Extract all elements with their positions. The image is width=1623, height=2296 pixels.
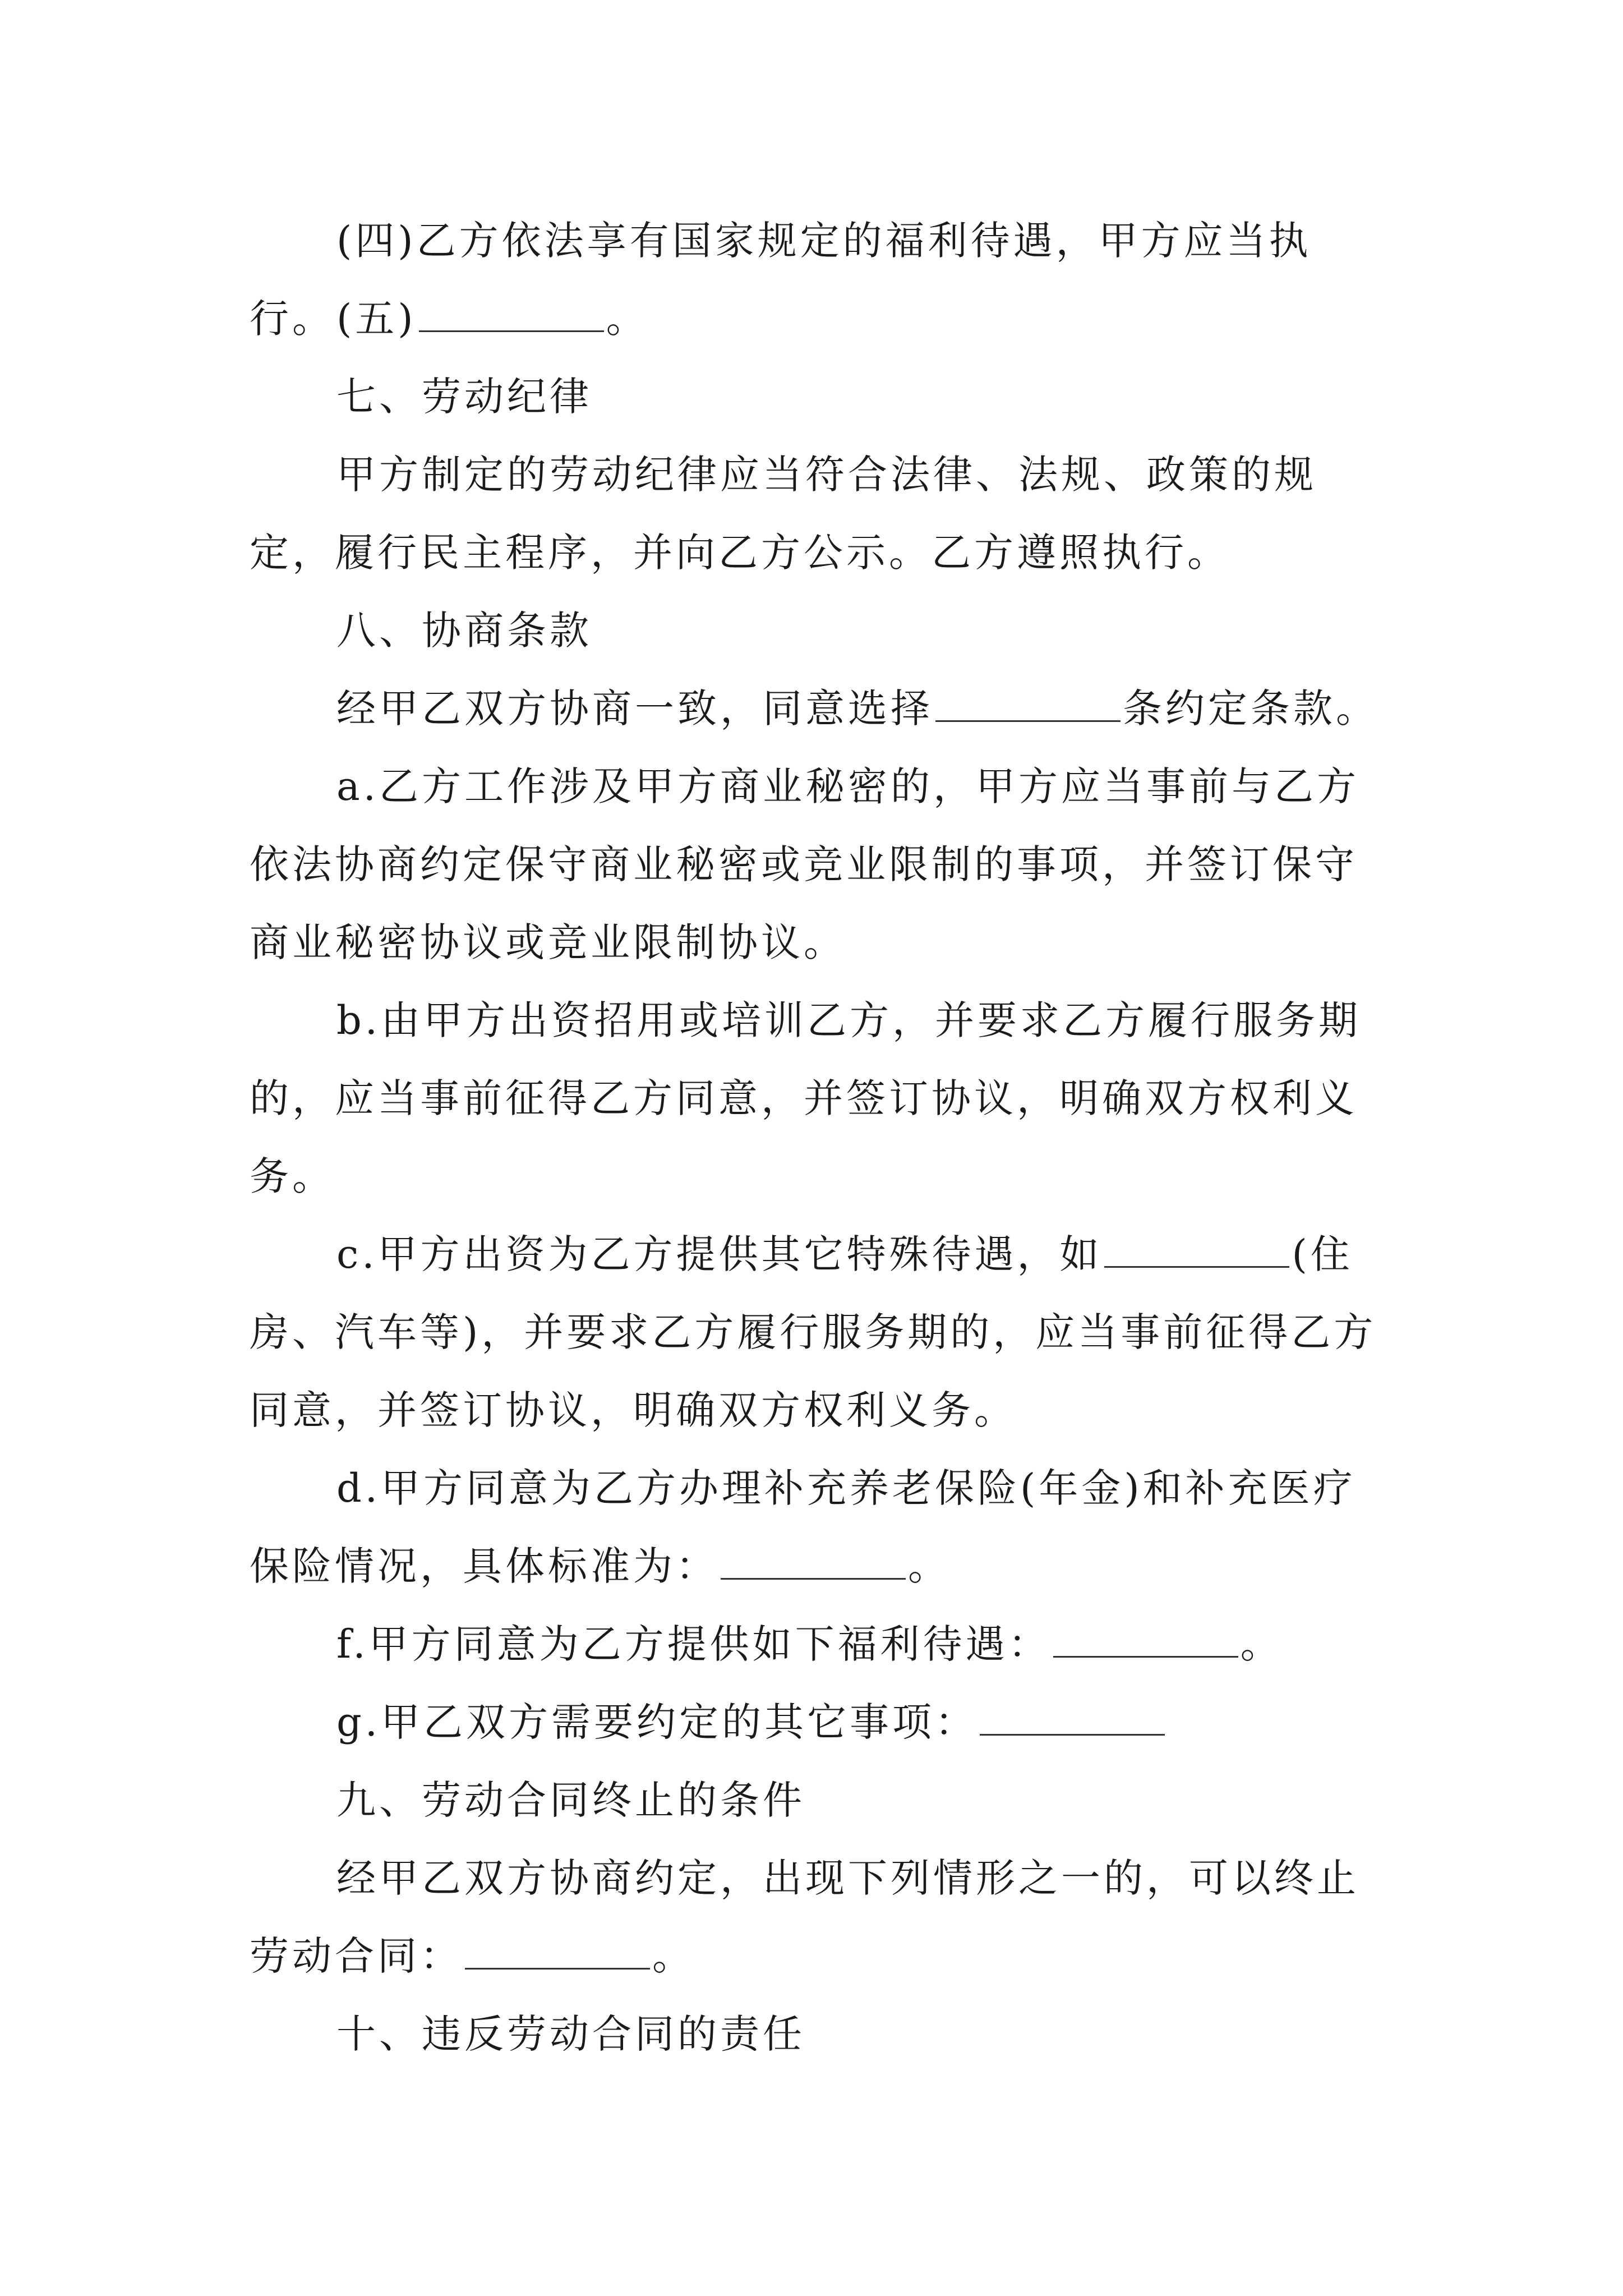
fill-in-blank[interactable] xyxy=(419,297,604,332)
paragraph-term-a xyxy=(250,748,1394,982)
fill-in-blank[interactable] xyxy=(980,1700,1165,1736)
paragraph-text-after: 条约定条款。 xyxy=(1123,685,1378,731)
paragraph-term-b xyxy=(250,982,1394,1216)
paragraph-term-d xyxy=(250,1450,1394,1605)
paragraph-text: a.乙方工作涉及甲方商业秘密的，甲方应当事前与乙方依法协商约定保守商业秘密或竞业限制的事项，并签订保守商业秘密协议或竞业限制协议。 xyxy=(250,763,1359,965)
section-heading-text: 八、协商条款 xyxy=(336,608,592,654)
fill-in-blank[interactable] xyxy=(1053,1622,1238,1658)
paragraph-text-after: 。 xyxy=(652,1933,695,1979)
section-heading-labor-discipline xyxy=(250,358,1394,436)
paragraph-text: 甲方制定的劳动纪律应当符合法律、法规、政策的规定，履行民主程序，并向乙方公示。乙方遵照执行。 xyxy=(250,452,1317,576)
paragraph-item-five xyxy=(250,280,1394,358)
section-heading-breach-liability xyxy=(250,1995,1394,2073)
paragraph-text-after: 。 xyxy=(606,296,649,342)
fill-in-blank[interactable] xyxy=(935,687,1121,722)
paragraph-term-f xyxy=(250,1605,1394,1683)
paragraph-term-g xyxy=(250,1683,1394,1761)
paragraph-text-after: 。 xyxy=(1240,1621,1283,1667)
paragraph-termination xyxy=(250,1839,1394,1995)
paragraph-text-after: 。 xyxy=(908,1543,951,1589)
paragraph-text: c.甲方出资为乙方提供其它特殊待遇，如 xyxy=(336,1231,1103,1277)
paragraph-discipline xyxy=(250,436,1394,592)
fill-in-blank[interactable] xyxy=(721,1544,906,1580)
paragraph-text-after: (住房、汽车等)，并要求乙方履行服务期的，应当事前征得乙方同意，并签订协议，明确双方权利义务。 xyxy=(250,1231,1377,1433)
paragraph-term-c xyxy=(250,1216,1394,1450)
section-heading-text: 七、劳动纪律 xyxy=(336,374,592,420)
paragraph-text: b.由甲方出资招用或培训乙方，并要求乙方履行服务期的，应当事前征得乙方同意，并签订协议，明确双方权利义务。 xyxy=(250,997,1362,1199)
section-heading-negotiated-terms xyxy=(250,592,1394,670)
fill-in-blank[interactable] xyxy=(1104,1232,1289,1268)
paragraph-text: f.甲方同意为乙方提供如下福利待遇： xyxy=(336,1621,1051,1667)
paragraph-text: d.甲方同意为乙方办理补充养老保险(年金)和补充医疗保险情况，具体标准为： xyxy=(250,1465,1356,1589)
paragraph-text: 经甲乙双方协商约定，出现下列情形之一的，可以终止劳动合同： xyxy=(250,1855,1359,1979)
paragraph-text: (五) xyxy=(336,296,417,342)
paragraph-text: (四)乙方依法享有国家规定的福利待遇，甲方应当执行。 xyxy=(250,218,1312,342)
fill-in-blank[interactable] xyxy=(465,1934,650,1970)
paragraph-text: g.甲乙双方需要约定的其它事项： xyxy=(336,1699,978,1745)
section-heading-text: 九、劳动合同终止的条件 xyxy=(336,1777,805,1823)
paragraph-select-terms xyxy=(250,670,1394,748)
section-heading-text: 十、违反劳动合同的责任 xyxy=(336,2011,805,2057)
paragraph-text: 经甲乙双方协商一致，同意选择 xyxy=(336,685,933,731)
section-heading-termination-conditions xyxy=(250,1761,1394,1839)
